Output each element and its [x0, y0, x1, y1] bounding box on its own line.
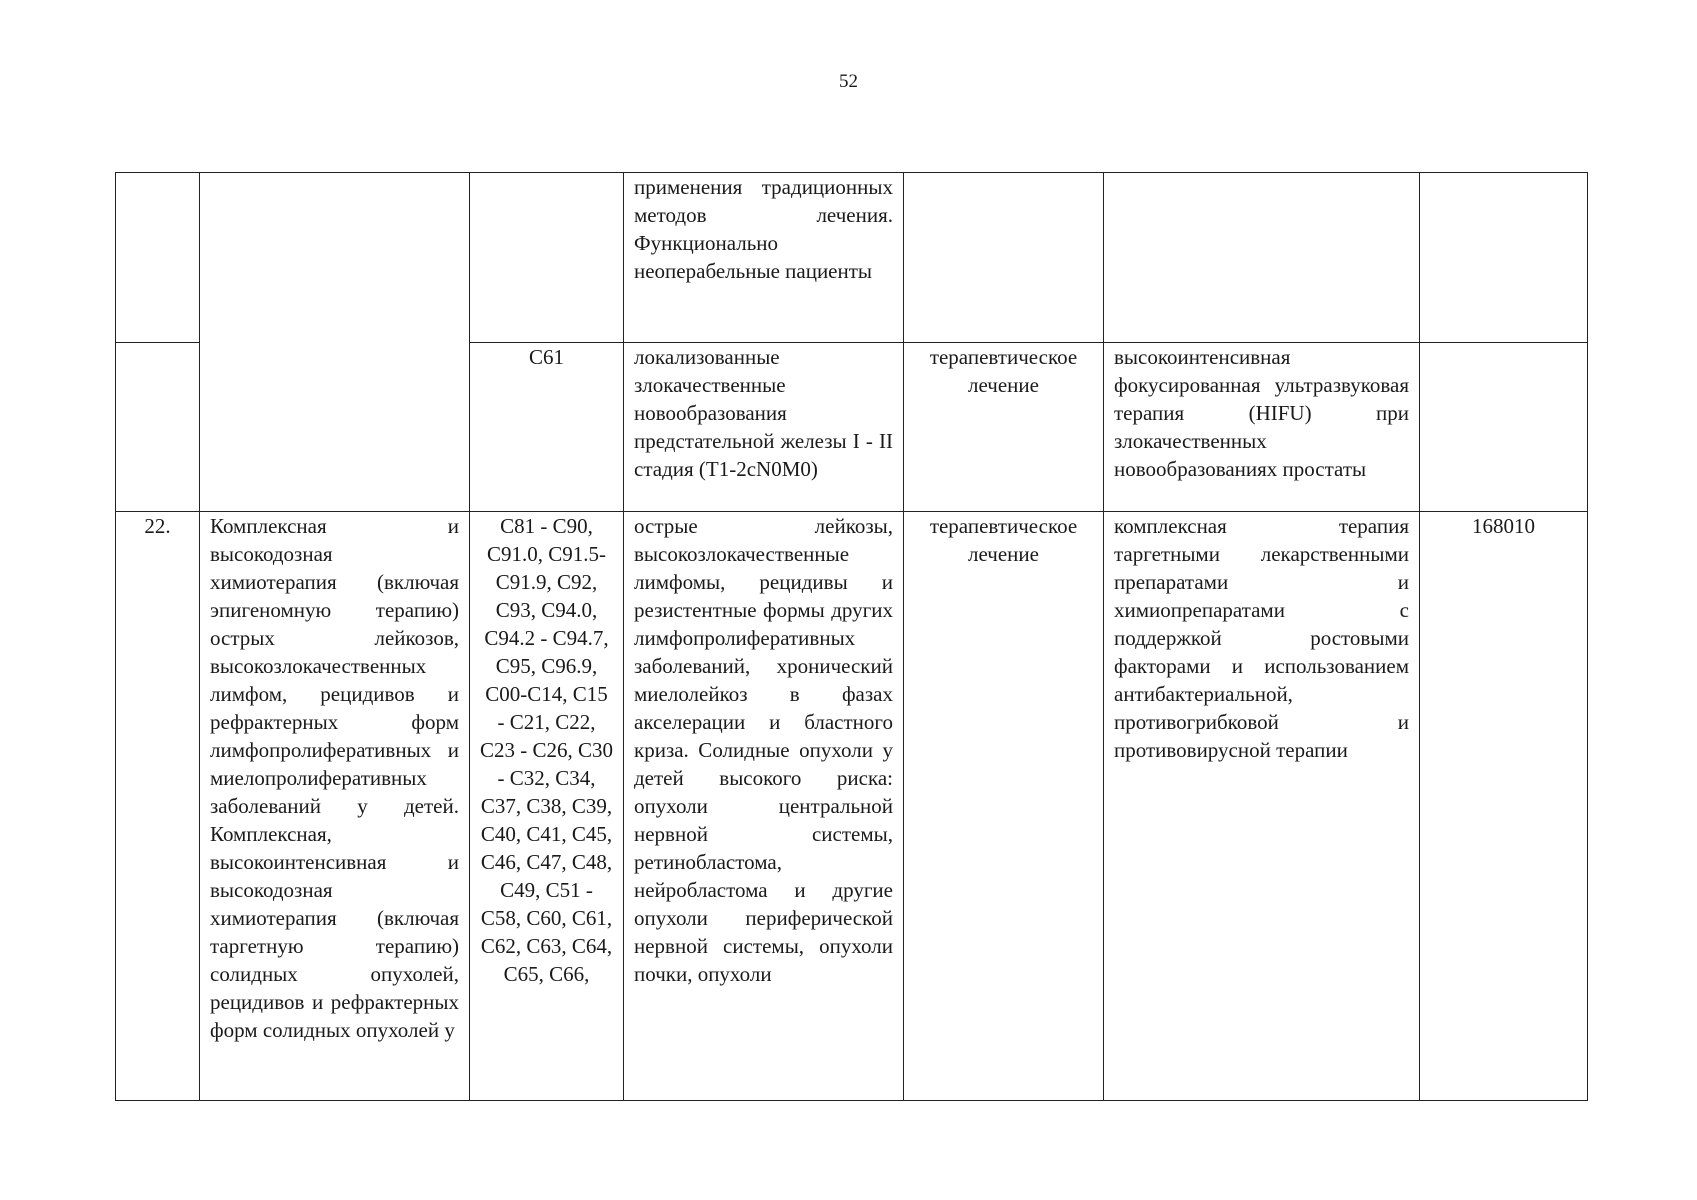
treatment-type-cell [904, 512, 1104, 1101]
patient-model-cell [624, 512, 904, 1101]
service-name-text: Комплексная и высокодозная химиотерапия (включая эпигеномную терапию) острых лейкозов, высокозлокачественных лимфом, рецидивов и рефрактерных форм лимфопролиферативных и миелопролиферативных заболеваний у детей. Комплексная, высокоинтенсивная и высокодозная химиотерапия (включая таргетную терапию) солидных опухолей, рецидивов и рефрактерных форм солидных опухолей у [210, 514, 459, 1042]
treatment-type-cell [904, 173, 1104, 343]
row-number-cell [116, 173, 200, 343]
norm-cost-cell [1420, 343, 1588, 512]
treatment-method-text: комплексная терапия таргетными лекарственными препаратами и химиопрепаратами с поддержкой ростовыми факторами и использованием антибактериальной, противогрибковой и противовирусной терапии [1114, 514, 1409, 762]
service-name-cell [200, 173, 470, 512]
norm-cost-cell [1420, 512, 1588, 1101]
patient-model-cell: применения традиционных методов лечения. Функционально неоперабельные пациенты [624, 173, 904, 343]
services-table [115, 172, 1588, 1101]
treatment-method-cell [1104, 512, 1420, 1101]
icd-code-cell: C61 [470, 343, 624, 512]
treatment-type-text: терапевтическое лечение [929, 514, 1078, 566]
patient-model-text: острые лейкозы, высокозлокачественные лимфомы, рецидивы и резистентные формы других лимфопролиферативных заболеваний, хронический миелолейкоз в фазах акселерации и бластного криза. Солидные опухоли у детей высокого риска: опухоли центральной нервной системы, ретинобластома, нейробластома и другие опухоли периферической нервной системы, опухоли почки, опухоли [634, 514, 893, 986]
norm-cost-cell [1420, 173, 1588, 343]
page-number: 52 [839, 71, 858, 92]
table-row [116, 512, 1588, 1101]
treatment-type-cell: терапевтическое лечение [904, 343, 1104, 512]
service-name-cell [200, 512, 470, 1101]
patient-model-cell: локализованные злокачественные новообразования предстательной железы I - II стадия (T1-2cN0M0) [624, 343, 904, 512]
treatment-method-cell: высокоинтенсивная фокусированная ультразвуковая терапия (HIFU) при злокачественных новообразованиях простаты [1104, 343, 1420, 512]
row-number-cell [116, 343, 200, 512]
icd-code-cell [470, 512, 624, 1101]
row-number-cell [116, 512, 200, 1101]
row-number-text: 22. [144, 514, 171, 538]
norm-cost-text: 168010 [1472, 514, 1535, 538]
treatment-method-cell [1104, 173, 1420, 343]
table-row [116, 173, 1588, 343]
icd-code-text: C81 - C90, C91.0, C91.5-C91.9, C92, C93, C94.0, C94.2 - C94.7, C95, C96.9, C00-C14, C15 - C21, C22, C23 - C26, C30 - C32, C34, C37, C38, C39, C40, C41, C45, C46, C47, C48, C49, C51 - C58, C60, C61, C62, C63, C64, C65, C66, [480, 514, 613, 986]
icd-code-cell [470, 173, 624, 343]
